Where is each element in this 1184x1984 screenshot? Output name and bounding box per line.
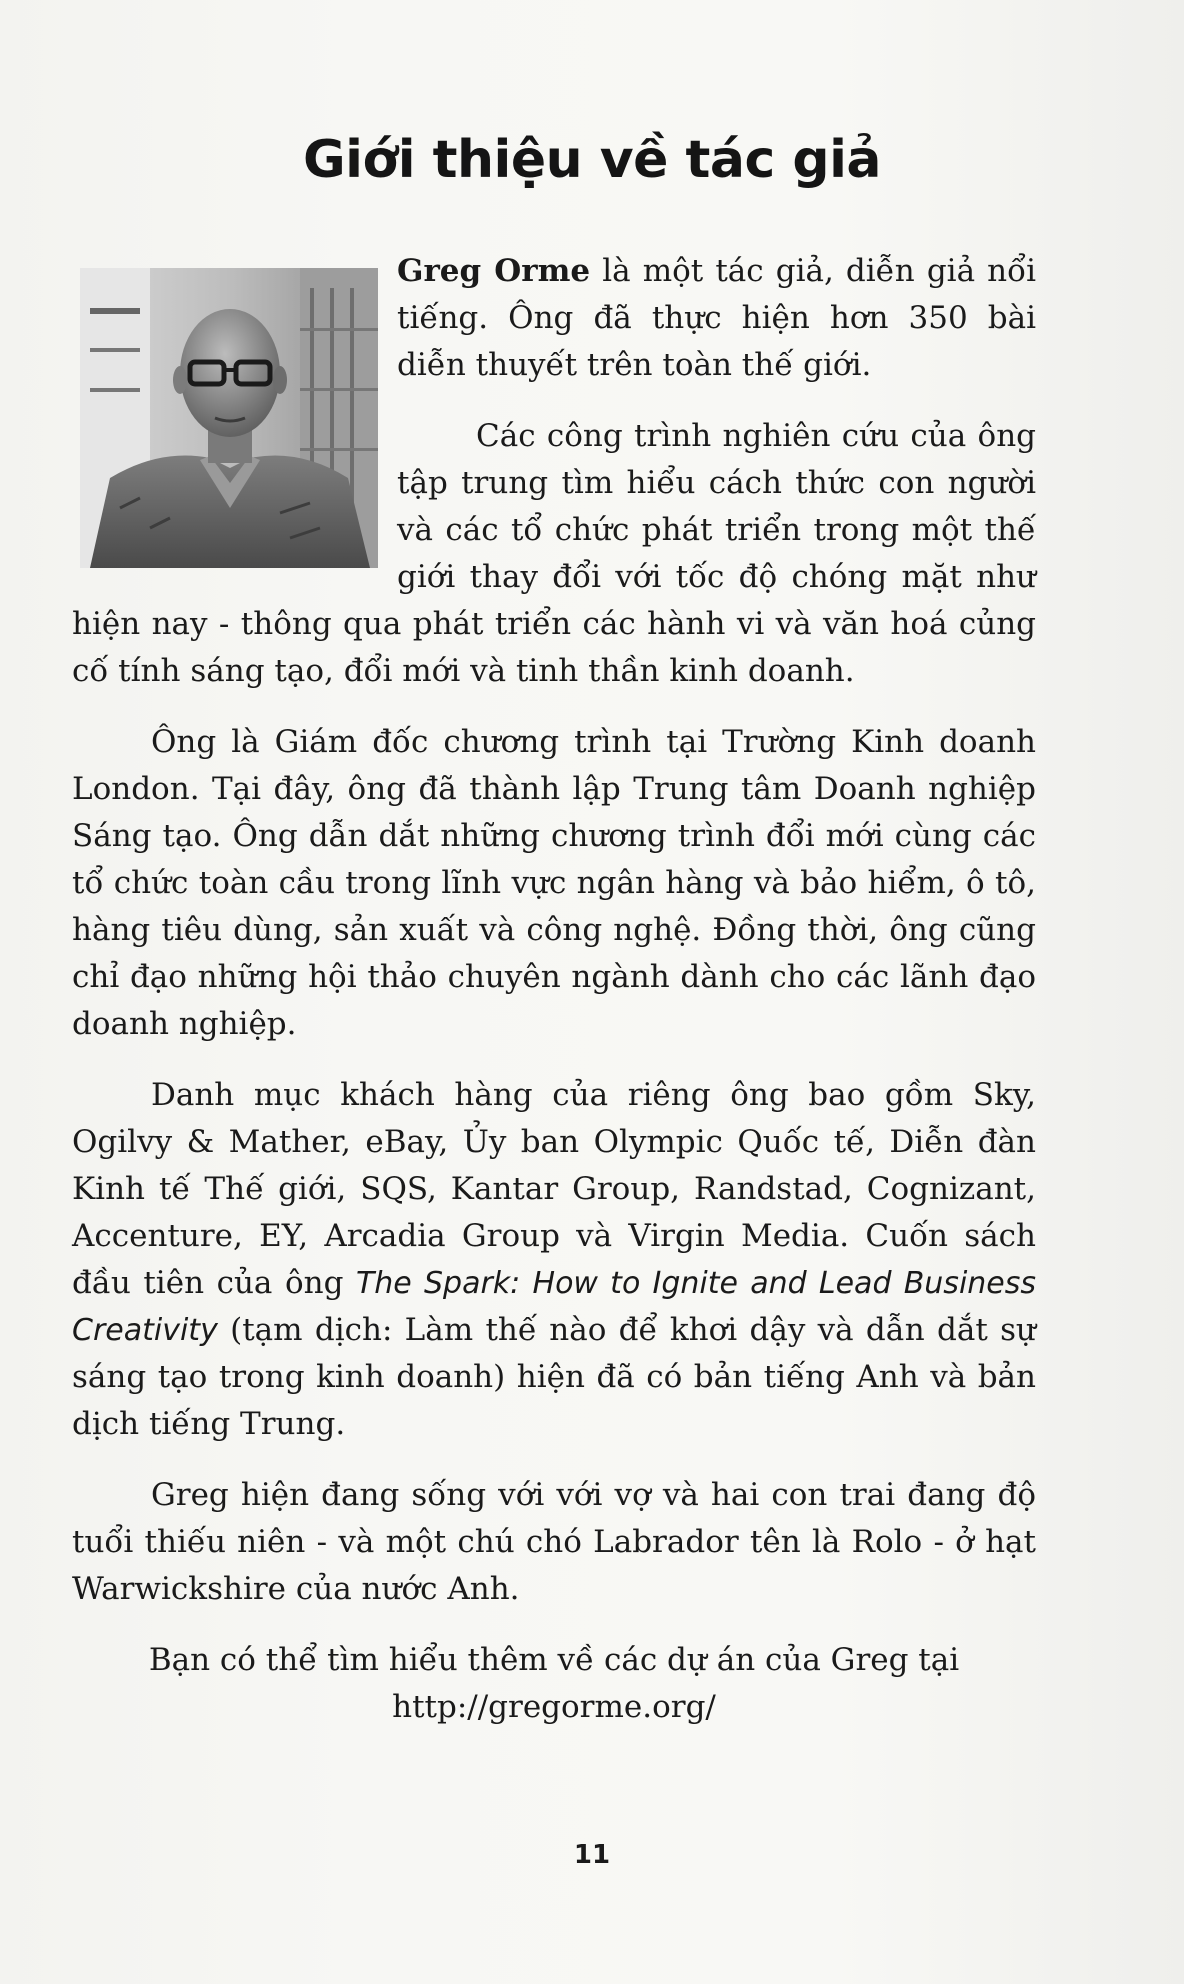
author-bio [72,248,1036,1731]
page-title: Giới thiệu về tác giả [302,130,882,190]
bio-career-paragraph: Ông là Giám đốc chương trình tại Trường Kinh doanh London. Tại đây, ông đã thành lập Trung tâm Doanh nghiệp Sáng tạo. Ông dẫn dắt những chương trình đổi mới cùng các tổ chức toàn cầu trong lĩnh vực ngân hàng và bảo hiểm, ô tô, hàng tiêu dùng, sản xuất và công nghệ. Đồng thời, ông cũng chỉ đạo những hội thảo chuyên ngành dành cho các lãnh đạo doanh nghiệp. [72,724,1036,1042]
bio-intro-paragraph [72,248,1036,389]
closing-line: Bạn có thể tìm hiểu thêm về các dự án của Greg tại [148,1642,960,1678]
bio-research-paragraph: Các công trình nghiên cứu của ông tập trung tìm hiểu cách thức con người và các tổ chức phát triển trong một thế giới thay đổi với tốc độ chóng mặt như hiện nay - thông qua phát triển các hành vi và văn hoá củng cố tính sáng tạo, đổi mới và tinh thần kinh doanh. [72,418,1036,689]
website-link[interactable]: http://gregorme.org/ [392,1689,716,1725]
bio-personal-paragraph: Greg hiện đang sống với với vợ và hai con trai đang độ tuổi thiếu niên - và một chú chó Labrador tên là Rolo - ở hạt Warwickshire của nước Anh. [72,1477,1036,1607]
clients-text: Danh mục khách hàng của riêng ông bao gồm Sky, Ogilvy & Mather, eBay, Ủy ban Olympic Quốc tế, Diễn đàn Kinh tế Thế giới, SQS, Kantar Group, Randstad, Cognizant, Accenture, EY, Arcadia Group và Virgin Media. Cuốn sách đầu tiên của ông [72,1077,1036,1301]
page-number: 11 [573,1840,611,1870]
photo-spacer [72,248,397,578]
author-name: Greg Orme [397,253,591,289]
book-translation-text: (tạm dịch: Làm thế nào để khơi dậy và dẫn dắt sự sáng tạo trong kinh doanh) hiện đã có bản tiếng Anh và bản dịch tiếng Trung. [72,1312,1036,1442]
bio-intro-text: là một tác giả, diễn giả nổi tiếng. Ông đã thực hiện hơn 350 bài diễn thuyết trên toàn thế giới. [397,253,1037,383]
bio-clients-paragraph [72,1072,1036,1448]
book-title: The Spark: How to Ignite and Lead Business Creativity [72,1266,1037,1348]
